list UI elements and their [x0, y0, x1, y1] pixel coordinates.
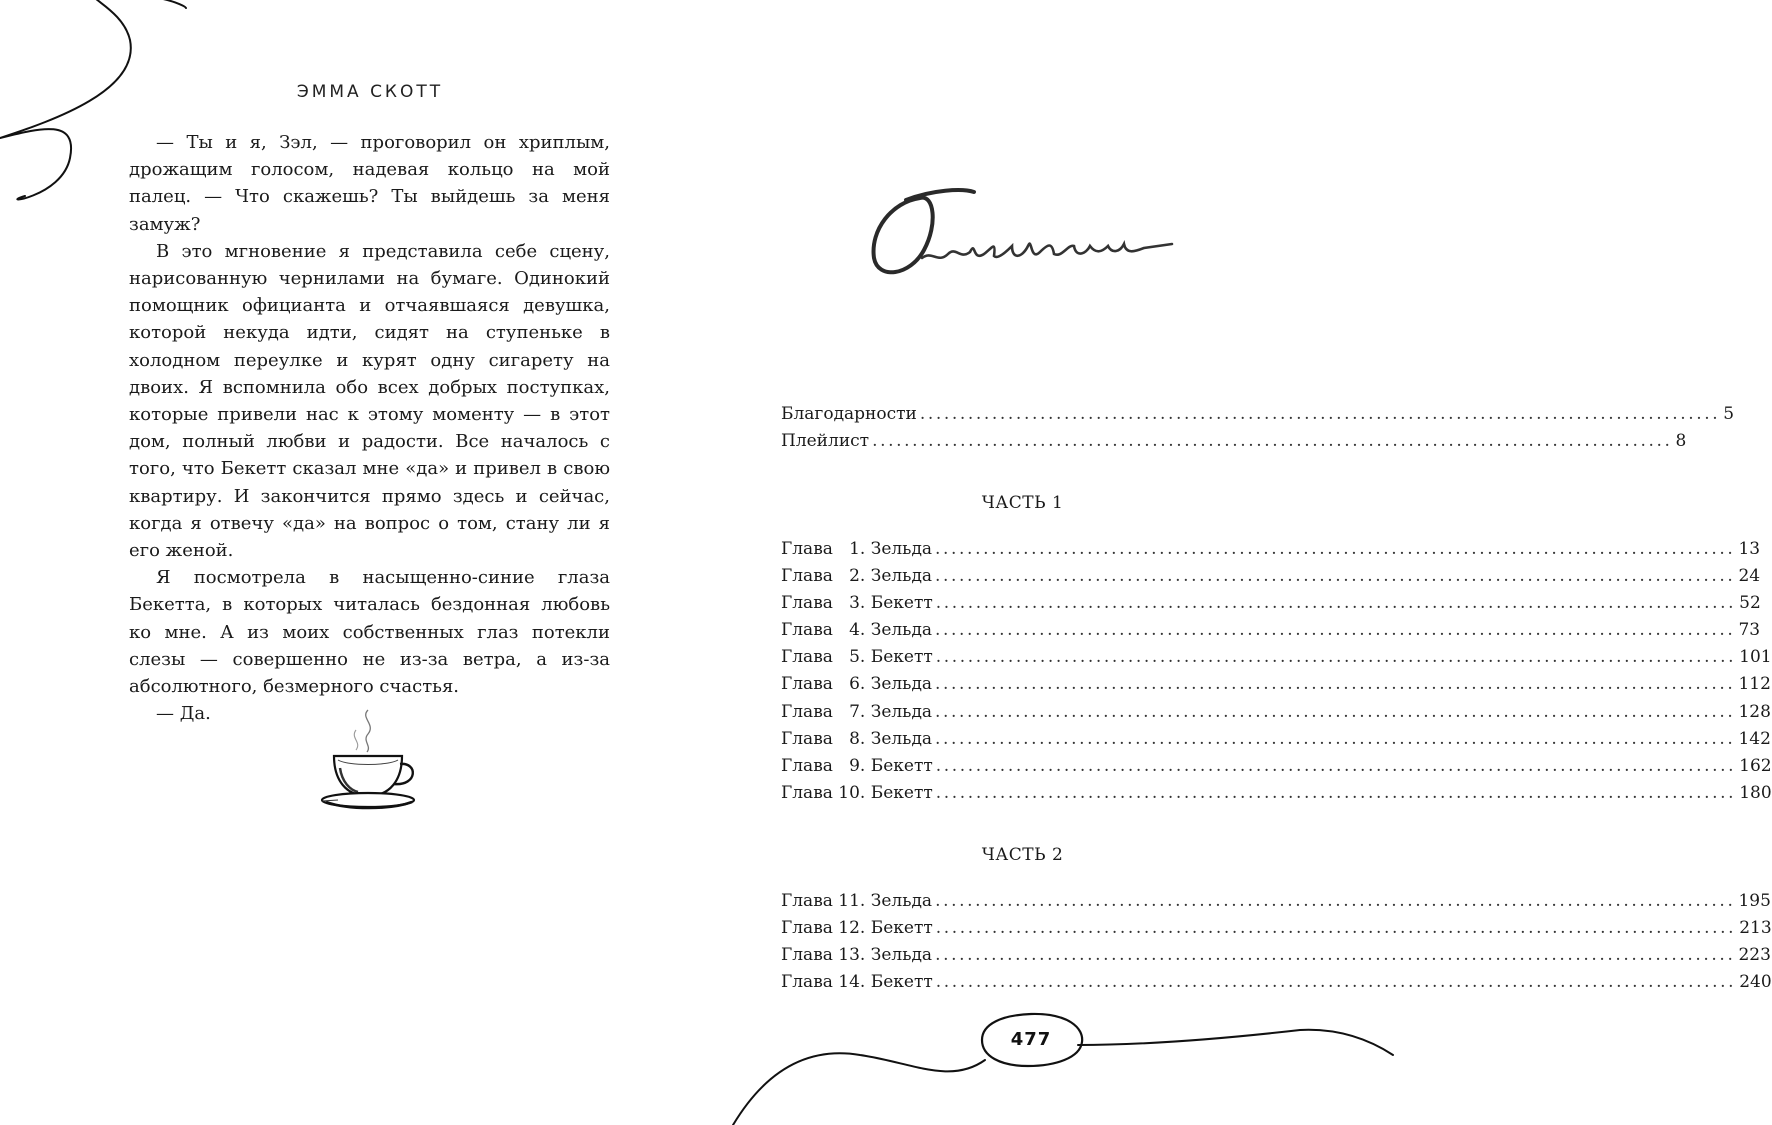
toc-leader-dots: ....................................................................................................	[935, 918, 1737, 939]
toc-entry-page: 73	[1738, 620, 1761, 641]
toc-entry-page: 24	[1738, 566, 1761, 587]
toc-title	[862, 180, 1182, 290]
toc-leader-dots: ....................................................................................................	[935, 566, 1736, 587]
toc-entry[interactable]	[781, 942, 1771, 969]
toc-leader-dots: ....................................................................................................	[935, 701, 1736, 722]
toc-entry-page: 195	[1738, 891, 1771, 911]
toc-entry-page: 8	[1675, 431, 1687, 452]
toc-entry-label: Глава 2. Зельда	[781, 566, 933, 587]
paragraph: В это мгновение я представила себе сцену, нарисованную чернилами на бумаге. Одинокий помощник официанта и отчаявшаяся девушка, которой некуда идти, сидят на ступеньке в холодном переулке и курят одну сигарету на двоих. Я вспомнила обо всех добрых поступках, которые привели нас к этому моменту — в этот дом, полный любви и радости. Все началось с того, что Бекетт сказал мне «да» и привел в свою квартиру. И закончится прямо здесь и сейчас, когда я отвечу «да» на вопрос о том, стану ли я его женой.	[129, 240, 610, 562]
toc-title-script	[862, 180, 1182, 290]
toc-entry[interactable]	[781, 563, 1761, 590]
toc-entry[interactable]	[781, 644, 1772, 671]
toc-entry-label: Глава 10. Бекетт	[781, 782, 933, 803]
toc-entry[interactable]	[781, 969, 1772, 996]
toc-entry-label: Глава 6. Зельда	[781, 674, 933, 695]
toc-entry-label: Глава 8. Зельда	[781, 728, 933, 749]
toc-entry[interactable]	[781, 888, 1771, 915]
toc-leader-dots: ....................................................................................................	[935, 728, 1736, 749]
toc-entry[interactable]	[781, 699, 1771, 726]
toc-entry-page: 52	[1739, 593, 1761, 614]
paragraph: — Ты и я, Зэл, — проговорил он хриплым, дрожащим голосом, надевая кольцо на мой палец. — Что скажешь? Ты выйдешь за меня замуж?	[129, 132, 610, 235]
toc-entry[interactable]	[781, 915, 1772, 942]
toc-entry-label: Глава 4. Зельда	[781, 620, 933, 641]
running-header-author: ЭММА СКОТТ	[296, 82, 444, 102]
toc-entry-page: 213	[1739, 918, 1772, 939]
toc-entry-page: 142	[1738, 728, 1771, 749]
toc-leader-dots: ....................................................................................................	[935, 647, 1737, 668]
toc-leader-dots: ....................................................................................................	[919, 404, 1721, 424]
toc-entry[interactable]	[781, 671, 1771, 698]
toc-entry-label: Глава 11. Зельда	[781, 891, 933, 911]
toc-leader-dots: ....................................................................................................	[935, 593, 1737, 614]
story-text	[129, 129, 610, 727]
toc-leader-dots: ....................................................................................................	[935, 945, 1736, 966]
toc-entry[interactable]	[781, 726, 1771, 753]
page-number: 477	[1010, 1028, 1052, 1050]
toc-entry-label: Благодарности	[781, 404, 917, 424]
paragraph: Я посмотрела в насыщенно-синие глаза Бекетта, в которых читалась бездонная любовь ко мне. А из моих собственных глаз потекли слезы — совершенно не из-за ветра, а из-за абсолютного, безмерного счастья.	[129, 567, 610, 698]
toc-leader-dots: ....................................................................................................	[935, 539, 1736, 559]
toc-entry-label: Глава 9. Бекетт	[781, 755, 933, 776]
toc-entry-page: 112	[1738, 674, 1771, 695]
toc-entry-page: 162	[1739, 755, 1772, 776]
toc-entry-label: Плейлист	[781, 431, 870, 452]
toc-entry[interactable]	[781, 753, 1772, 780]
toc-entry[interactable]	[781, 780, 1772, 807]
toc-leader-dots: ....................................................................................................	[935, 891, 1736, 911]
bottom-swirl	[733, 1053, 985, 1125]
toc-entry-page: 13	[1738, 539, 1761, 559]
paragraph: — Да.	[156, 703, 211, 725]
toc-entry-label: Глава 3. Бекетт	[781, 593, 933, 614]
toc-entry-label: Глава 5. Бекетт	[781, 647, 933, 668]
toc-leader-dots: ....................................................................................................	[935, 620, 1736, 641]
part-heading-2: ЧАСТЬ 2	[981, 845, 1064, 865]
toc-entry-page: 223	[1738, 945, 1771, 966]
toc-entry-label: Глава 13. Зельда	[781, 945, 933, 966]
toc-front-matter	[781, 401, 1735, 455]
toc-entry[interactable]	[781, 401, 1735, 428]
toc-entry-label: Глава 1. Зельда	[781, 539, 933, 559]
toc-entry-page: 128	[1738, 701, 1771, 722]
toc-entry-page: 180	[1739, 782, 1772, 803]
toc-entry[interactable]	[781, 536, 1761, 563]
coffee-cup-icon	[318, 708, 420, 814]
toc-entry[interactable]	[781, 590, 1761, 617]
toc-leader-dots: ....................................................................................................	[935, 782, 1737, 803]
toc-leader-dots: ....................................................................................................	[872, 431, 1673, 452]
toc-entry-label: Глава 7. Зельда	[781, 701, 933, 722]
toc-entry-page: 5	[1723, 404, 1735, 424]
toc-leader-dots: ....................................................................................................	[935, 674, 1736, 695]
toc-entry-page: 240	[1739, 972, 1772, 993]
toc-entry[interactable]	[781, 428, 1687, 455]
toc-entry-label: Глава 12. Бекетт	[781, 918, 933, 939]
part-heading-1: ЧАСТЬ 1	[981, 493, 1064, 513]
toc-entry-label: Глава 14. Бекетт	[781, 972, 933, 993]
toc-part-1-chapters	[781, 536, 1772, 807]
bottom-right-swirl	[1078, 1030, 1393, 1055]
toc-leader-dots: ....................................................................................................	[935, 972, 1737, 993]
toc-leader-dots: ....................................................................................................	[935, 755, 1737, 776]
toc-entry-page: 101	[1739, 647, 1772, 668]
toc-part-2-chapters	[781, 888, 1772, 996]
toc-entry[interactable]	[781, 617, 1761, 644]
